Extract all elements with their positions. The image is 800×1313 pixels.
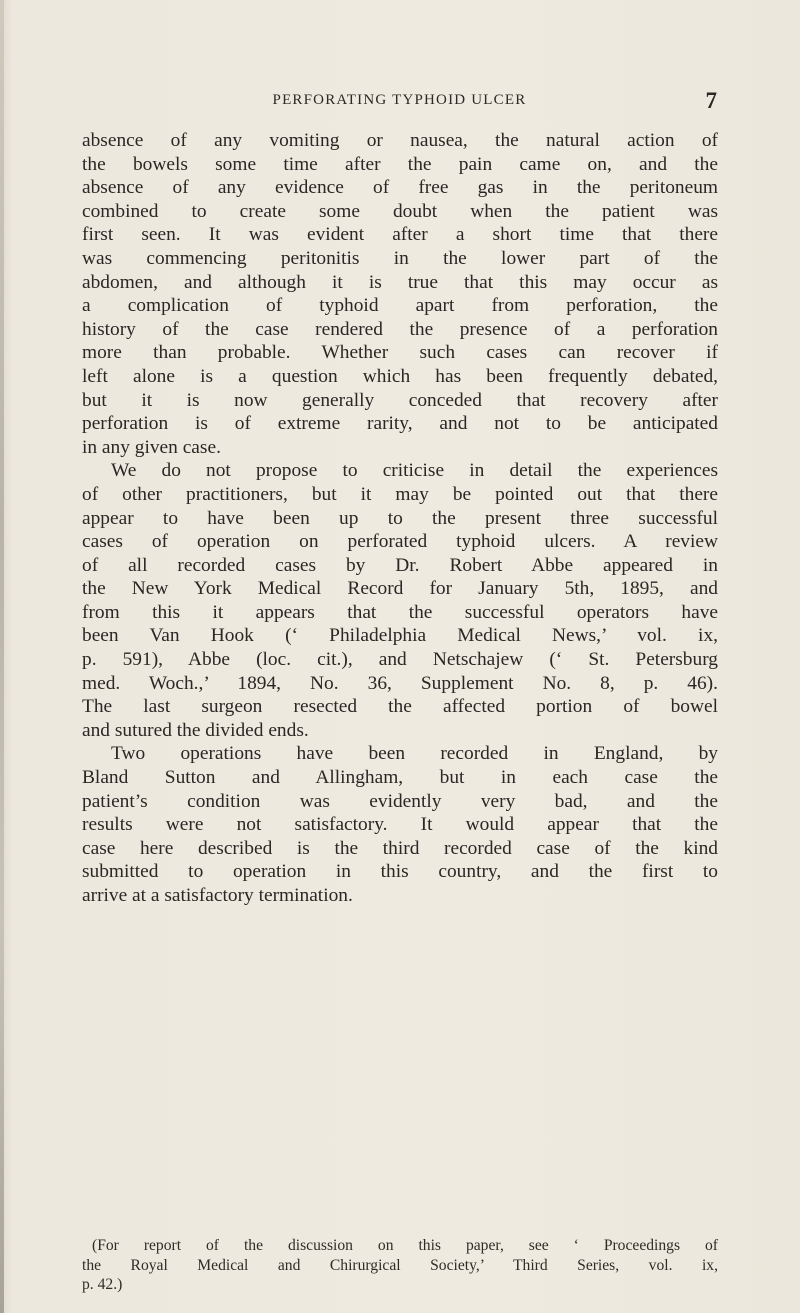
text-line: The last surgeon resected the affected portion of bowel <box>82 696 718 718</box>
paragraph-2 <box>82 459 718 742</box>
text-line: more than probable. Whether such cases can recover if <box>82 342 718 364</box>
text-line: from this it appears that the successful operators have <box>82 601 718 623</box>
text-line: results were not satisfactory. It would appear that the <box>82 814 718 836</box>
text-line: and sutured the divided ends. <box>82 719 309 741</box>
text-line: arrive at a satisfactory termination. <box>82 885 353 906</box>
text-line: was commencing peritonitis in the lower part of the <box>82 247 718 269</box>
text-line: left alone is a question which has been frequently debated, <box>82 365 718 387</box>
text-line: patient’s condition was evidently very bad, and the <box>82 790 718 812</box>
text-line: We do not propose to criticise in detail the experiences <box>111 460 718 482</box>
text-line: Bland Sutton and Allingham, but in each case the <box>82 767 718 789</box>
text-line: perforation is of extreme rarity, and not to be anticipated <box>82 413 718 435</box>
text-line: first seen. It was evident after a short time that there <box>82 224 718 246</box>
text-line: of other practitioners, but it may be pointed out that there <box>82 483 718 505</box>
text-line: absence of any vomiting or nausea, the natural action of <box>82 130 718 151</box>
text-line: Two operations have been recorded in England, by <box>111 743 718 765</box>
text-line: submitted to operation in this country, and the first to <box>82 861 718 883</box>
text-line: the bowels some time after the pain came on, and the <box>82 153 718 175</box>
running-title: PERFORATING TYPHOID ULCER <box>272 92 527 108</box>
text-line: appear to have been up to the present three successful <box>82 507 718 529</box>
text-line: but it is now generally conceded that recovery after <box>82 389 718 411</box>
paragraph-1 <box>82 129 718 459</box>
text-line: the New York Medical Record for January 5th, 1895, and <box>82 578 718 600</box>
text-line: history of the case rendered the presence of a perforation <box>82 318 718 340</box>
footnote <box>82 1236 718 1295</box>
page-number: 7 <box>705 88 717 113</box>
page-edge <box>0 0 4 1313</box>
footnote-line: (For report of the discussion on this paper, see ‘ Proceedings of <box>92 1237 718 1254</box>
text-line: a complication of typhoid apart from perforation, the <box>82 295 718 317</box>
text-line: p. 591), Abbe (loc. cit.), and Netschajew (‘ St. Petersburg <box>82 649 718 671</box>
running-header <box>82 88 717 118</box>
text-line: of all recorded cases by Dr. Robert Abbe appeared in <box>82 554 718 576</box>
text-line: in any given case. <box>82 436 221 458</box>
text-line: been Van Hook (‘ Philadelphia Medical News,’ vol. ix, <box>82 625 718 647</box>
footnote-line: p. 42.) <box>82 1276 123 1294</box>
footnote-line: the Royal Medical and Chirurgical Society,’ Third Series, vol. ix, <box>82 1256 718 1274</box>
text-line: combined to create some doubt when the patient was <box>82 200 718 222</box>
text-line: cases of operation on perforated typhoid ulcers. A review <box>82 531 718 553</box>
paragraph-3 <box>82 742 718 907</box>
text-line: absence of any evidence of free gas in the peritoneum <box>82 177 718 199</box>
text-line: med. Woch.,’ 1894, No. 36, Supplement No. 8, p. 46). <box>82 672 718 694</box>
text-line: case here described is the third recorded case of the kind <box>82 837 718 859</box>
text-line: abdomen, and although it is true that this may occur as <box>82 271 718 293</box>
body-text <box>82 129 718 908</box>
